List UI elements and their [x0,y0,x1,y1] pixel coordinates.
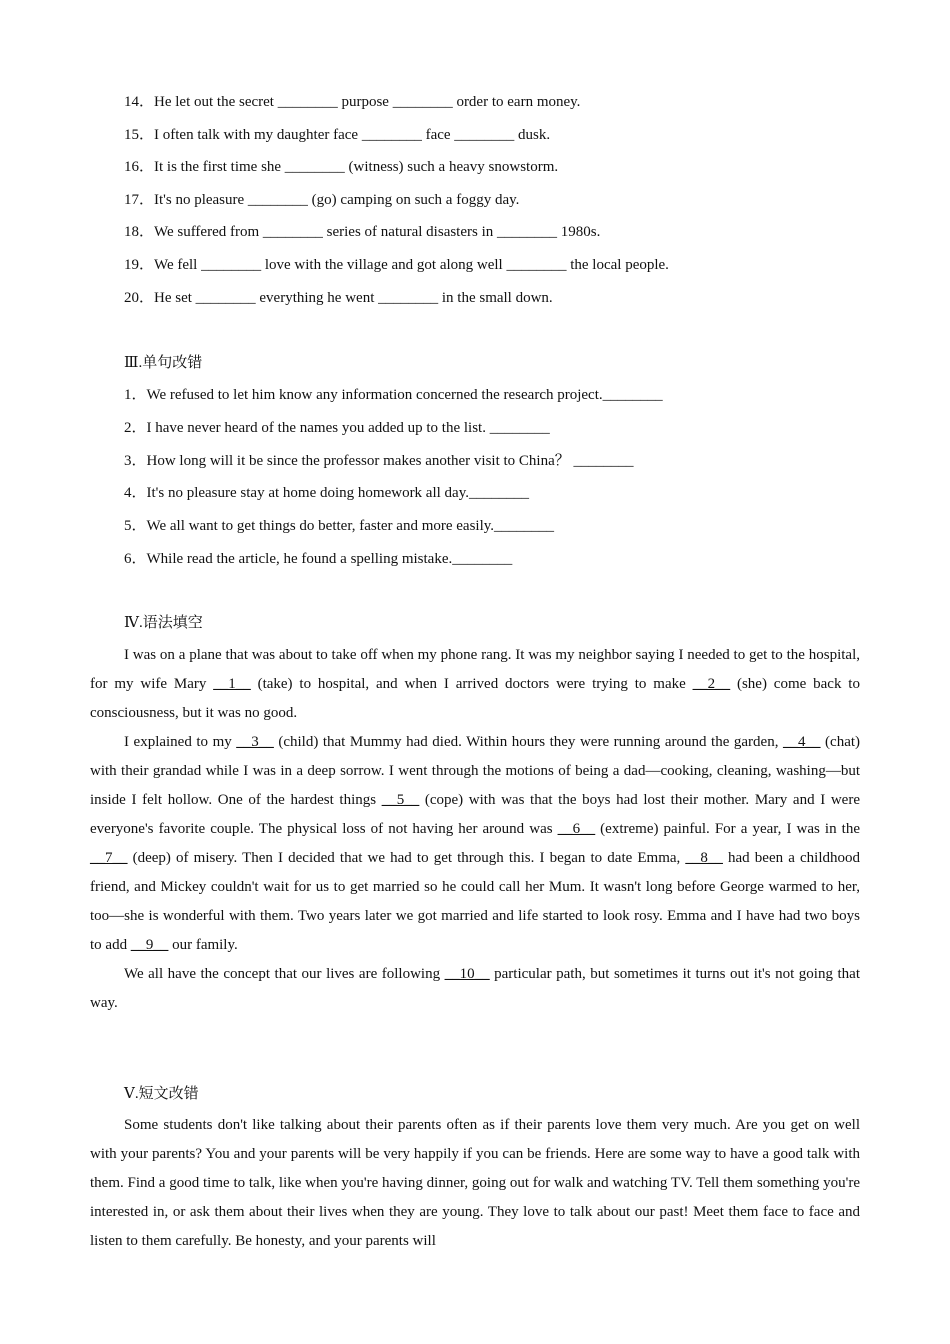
text-run: (she) come back to consciousness, but it was no good. [90,676,860,721]
blank-7: __7__ [90,850,128,866]
text-run: our family. [168,937,238,953]
text-run: (chat) with their grandad while I was in a deep sorrow. I went through the motions of being a dad—cooking, cleaning, washing—but inside I felt hollow. One of the hardest things [90,734,861,808]
fill-item-20: 20．He set ________ everything he went ________ in the small down. [124,290,553,306]
correction-item-5: 5．We all want to get things do better, faster and more easily.________ [124,518,555,534]
correction-item-1: 1．We refused to let him know any information concerned the research project.________ [124,387,663,403]
text-run: (child) that Mummy had died. Within hours they were running around the garden, [273,734,783,750]
grammar-paragraph-3 [90,960,860,1018]
text-run: particular path, but sometimes it turns out it's not going that way. [90,966,860,1011]
correction-item-4: 4．It's no pleasure stay at home doing homework all day.________ [124,485,529,501]
text-run: I explained to my [124,734,237,750]
fill-item-17: 17．It's no pleasure ________ (go) camping on such a foggy day. [124,192,520,208]
fill-item-19: 19．We fell ________ love with the village and got along well ________ the local people. [124,257,669,273]
blank-5: __5__ [381,792,420,808]
text-run: We all have the concept that our lives are following [124,966,445,982]
text-run: (cope) with was that the boys had lost their mother. Mary and I were everyone's favorite couple. The physical loss of not having her around was [90,792,860,837]
correction-item-3: 3．How long will it be since the professor makes another visit to China？ ________ [124,453,634,469]
fill-item-15: 15．I often talk with my daughter face ________ face ________ dusk. [124,127,551,143]
error-paragraph-1: Some students don't like talking about their parents often as if their parents love them very much. Are you get on well with your parents? You and your parents will be very happily if you can be friends. Here are some way to have a good talk with them. Find a good time to talk, like when you're having dinner, going out for walk and watching TV. Tell them something you're interested in, or ask them about their lives when they are young. They love to talk about our past! Meet them face to face and listen to them carefully. Be honesty, and your parents will [90,1117,860,1249]
blank-6: __6__ [557,821,596,837]
fill-item-14: 14．He let out the secret ________ purpose ________ order to earn money. [124,94,581,110]
text-run: (deep) of misery. Then I decided that we had to get through this. I began to date Emma, [127,850,686,866]
section-5-heading: Ⅴ.短文改错 [124,1086,199,1102]
fill-item-18: 18．We suffered from ________ series of natural disasters in ________ 1980s. [124,224,601,240]
fill-item-16: 16．It is the first time she ________ (witness) such a heavy snowstorm. [124,159,559,175]
text-run: (take) to hospital, and when I arrived doctors were trying to make [250,676,693,692]
grammar-passage [90,641,860,1018]
section-4-heading: Ⅳ.语法填空 [124,615,203,631]
blank-8: __8__ [685,850,723,866]
blank-3: __3__ [236,734,274,750]
text-run: had been a childhood friend, and Mickey couldn't wait for us to get married so he could call her Mum. It wasn't long before George warmed to her, too—she is wonderful with them. Two years later we got married and life started to look rosy. Emma and I have had two boys to add [90,850,860,953]
grammar-paragraph-2 [90,728,860,960]
section-3-heading: Ⅲ.单句改错 [124,355,203,371]
text-run: I was on a plane that was about to take off when my phone rang. It was my neighbor saying I needed to get to the hospital, for my wife Mary [90,647,860,692]
blank-2: __2__ [692,676,731,692]
error-correction-passage [90,1111,860,1256]
blank-4: __4__ [783,734,821,750]
text-run: (extreme) painful. For a year, I was in the [595,821,860,837]
correction-item-6: 6．While read the article, he found a spelling mistake.________ [124,551,513,567]
blank-9: __9__ [130,937,169,953]
blank-1: __1__ [213,676,251,692]
grammar-paragraph-1 [90,641,860,728]
blank-10: __10__ [444,966,490,982]
correction-item-2: 2．I have never heard of the names you added up to the list. ________ [124,420,550,436]
